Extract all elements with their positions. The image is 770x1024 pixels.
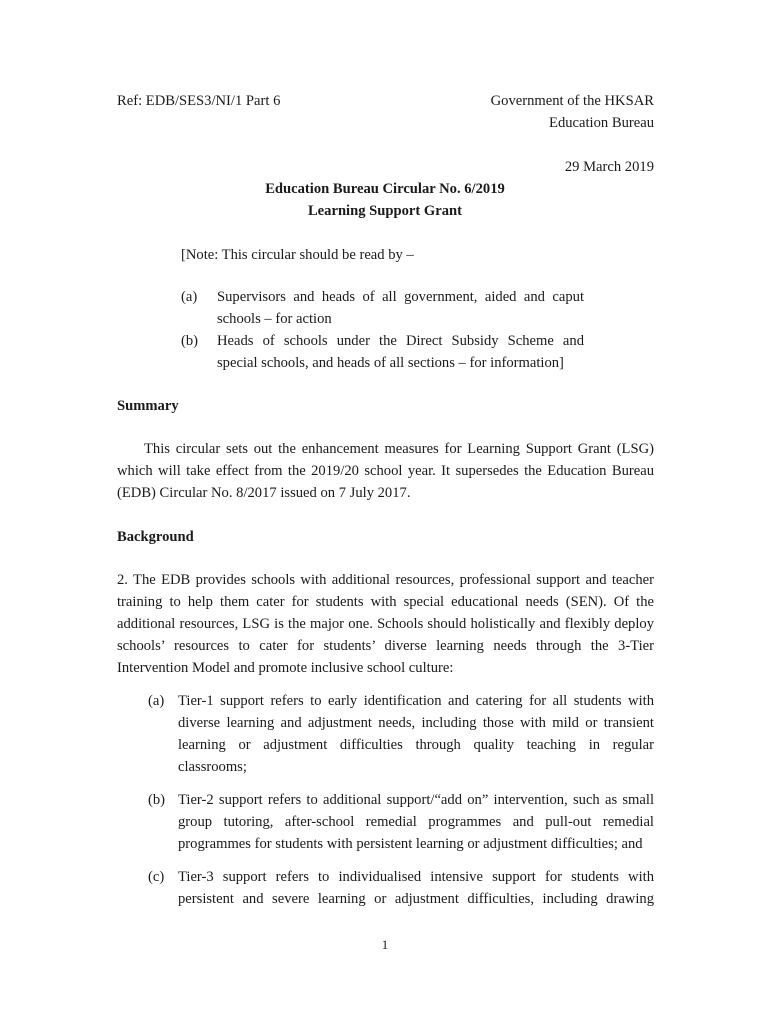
note-item-label: (b)	[181, 333, 199, 349]
note-item-label: (a)	[181, 289, 198, 305]
note-item	[181, 330, 584, 374]
tier-item	[148, 866, 654, 910]
circular-number: Education Bureau Circular No. 6/2019	[265, 181, 505, 197]
page-number: 1	[381, 937, 389, 952]
tier-item-label: (b)	[148, 792, 166, 808]
circular-date: 29 March 2019	[564, 159, 654, 175]
tier-item-label: (a)	[148, 693, 165, 709]
note-list	[181, 286, 584, 374]
tier-list	[148, 690, 654, 921]
tier-item-text: Tier-2 support refers to additional support/“add on” intervention, such as small group tutoring, after-school remedial programmes and pull-out remedial programmes for students with persistent learning or adjustment difficulties; and	[178, 792, 654, 852]
background-heading: Background	[117, 529, 194, 545]
note-item-text: Heads of schools under the Direct Subsidy Scheme and special schools, and heads of all sections – for information]	[217, 333, 584, 371]
tier-item-label: (c)	[148, 869, 165, 885]
tier-item	[148, 690, 654, 778]
circular-title	[0, 178, 770, 222]
note-item-text: Supervisors and heads of all government, aided and caput schools – for action	[217, 289, 584, 327]
issuer-bureau: Education Bureau	[549, 115, 654, 131]
summary-heading: Summary	[117, 398, 179, 414]
ref-number: Ref: EDB/SES3/NI/1 Part 6	[117, 93, 281, 109]
circular-subject: Learning Support Grant	[307, 203, 463, 219]
summary-paragraph: This circular sets out the enhancement measures for Learning Support Grant (LSG) which will take effect from the 2019/20 school year. It supersedes the Education Bureau (EDB) Circular No. 8/2017 issued on 7 July 2017.	[117, 441, 654, 501]
tier-item-text: Tier-1 support refers to early identification and catering for all students with diverse learning and adjustment needs, including those with mild or transient learning or adjustment difficulties through quality teaching in regular classrooms;	[178, 693, 654, 775]
background-paragraph-2: 2. The EDB provides schools with additional resources, professional support and teacher training to help them cater for students with special educational needs (SEN). Of the additional resources, LSG is the major one. Schools should holistically and flexibly deploy schools’ resources to cater for students’ diverse learning needs through the 3-Tier Intervention Model and promote inclusive school culture:	[117, 572, 654, 676]
note-item	[181, 286, 584, 330]
issuer-block	[491, 90, 654, 134]
tier-item	[148, 789, 654, 855]
issuer-government: Government of the HKSAR	[490, 93, 654, 109]
note-intro: [Note: This circular should be read by –	[181, 247, 414, 263]
tier-item-text: Tier-3 support refers to individualised intensive support for students with persistent and severe learning or adjustment difficulties, including drawing	[178, 869, 654, 907]
